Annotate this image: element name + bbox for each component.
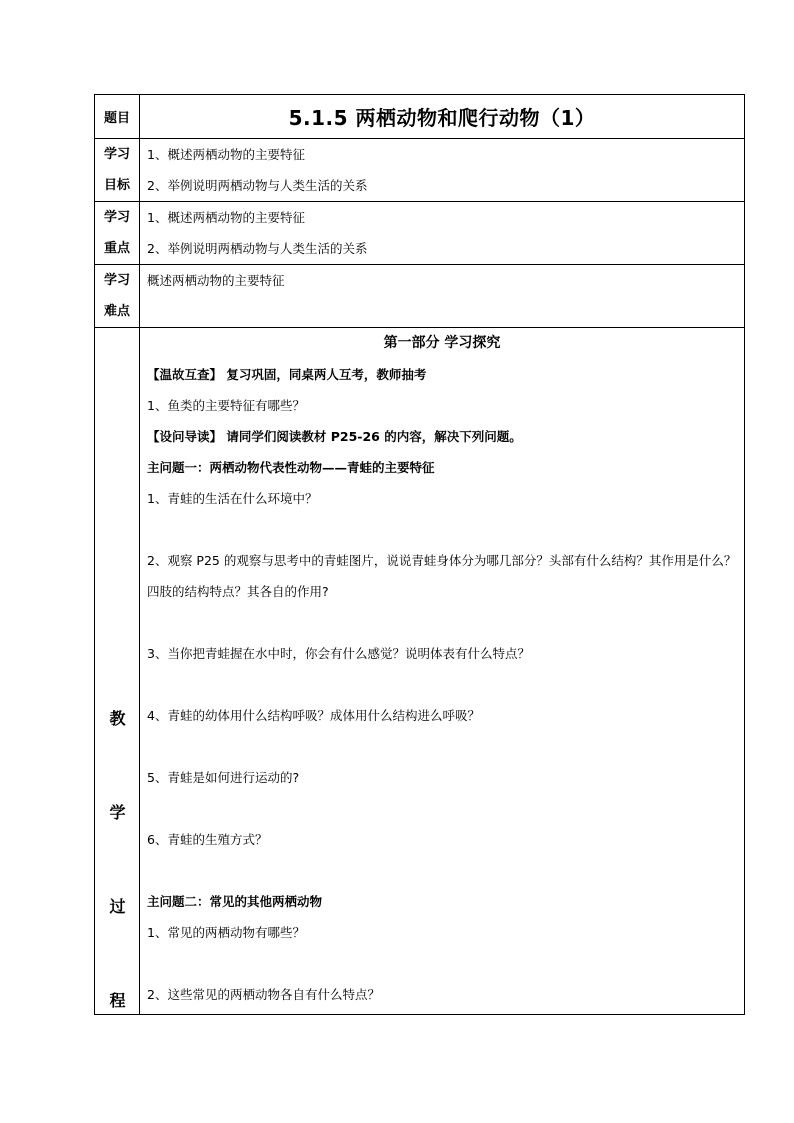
key-points-label: 学习 重点 <box>95 202 140 265</box>
process-row <box>95 328 745 1015</box>
difficulty-text: 概述两栖动物的主要特征 <box>147 273 285 288</box>
question: 6、青蛙的生殖方式？ <box>147 832 268 847</box>
question: 2、观察 P25 的观察与思考中的青蛙图片，说说青蛙身体分为哪几部分？头部有什么结构？其作用是什么？四肢的结构特点？其各自的作用? <box>147 553 737 599</box>
key-points-row <box>95 202 745 265</box>
goal-item: 1、概述两栖动物的主要特征 <box>147 147 305 162</box>
process-char: 过 <box>109 897 126 916</box>
lesson-plan-table <box>94 94 745 1015</box>
title-label: 题目 <box>95 95 140 139</box>
difficulties-label: 学习 难点 <box>95 265 140 328</box>
goals-label: 学习 目标 <box>95 139 140 202</box>
guide-heading: 【设问导读】 请同学们阅读教材 P25-26 的内容，解决下列问题。 <box>147 429 522 444</box>
key-point-item: 1、概述两栖动物的主要特征 <box>147 210 305 225</box>
goal-item: 2、举例说明两栖动物与人类生活的关系 <box>147 178 368 193</box>
difficulties-row <box>95 265 745 328</box>
question: 4、青蛙的幼体用什么结构呼吸？成体用什么结构进么呼吸？ <box>147 708 480 723</box>
difficulties-content <box>140 265 745 328</box>
process-label <box>95 328 140 1015</box>
review-heading: 【温故互查】 复习巩固，同桌两人互考，教师抽考 <box>147 367 427 382</box>
process-char: 程 <box>109 991 126 1010</box>
lesson-title: 5.1.5 两栖动物和爬行动物（1） <box>140 95 745 139</box>
question: 5、青蛙是如何进行运动的? <box>147 770 300 785</box>
topic-heading: 主问题二：常见的其他两栖动物 <box>147 894 323 909</box>
goals-row <box>95 139 745 202</box>
topic-heading: 主问题一：两栖动物代表性动物——青蛙的主要特征 <box>147 460 435 475</box>
key-point-item: 2、举例说明两栖动物与人类生活的关系 <box>147 241 368 256</box>
process-char: 学 <box>109 803 126 822</box>
process-char: 教 <box>109 709 126 728</box>
section-title: 第一部分 学习探究 <box>383 335 501 351</box>
goals-content <box>140 139 745 202</box>
question: 1、鱼类的主要特征有哪些？ <box>147 398 305 413</box>
question: 1、常见的两栖动物有哪些？ <box>147 925 305 940</box>
question: 3、当你把青蛙握在水中时，你会有什么感觉？说明体表有什么特点？ <box>147 646 530 661</box>
question: 1、青蛙的生活在什么环境中？ <box>147 491 318 506</box>
key-points-content <box>140 202 745 265</box>
title-row <box>95 95 745 139</box>
process-content <box>140 328 745 1015</box>
question: 2、这些常见的两栖动物各自有什么特点？ <box>147 987 380 1002</box>
